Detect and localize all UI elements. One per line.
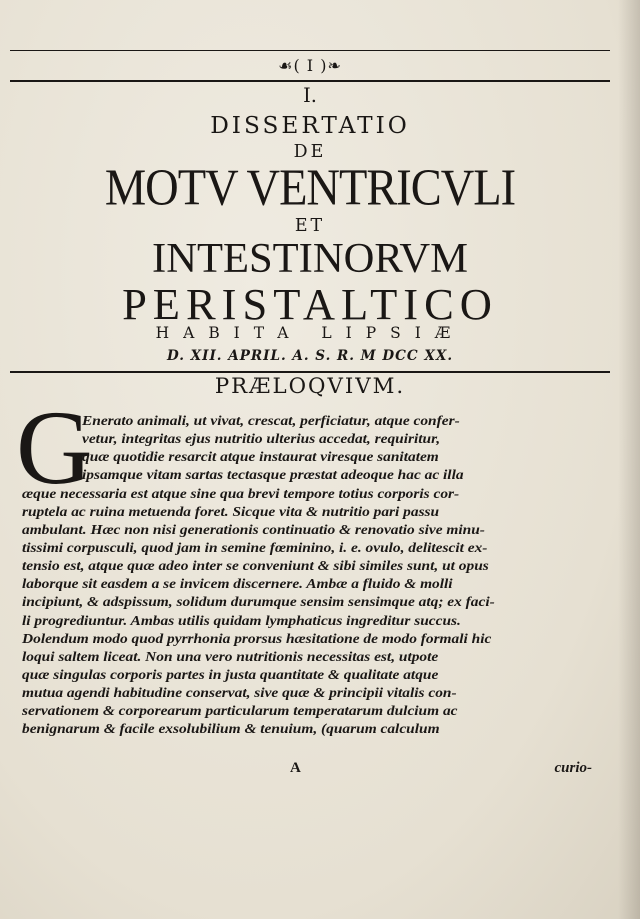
text-line: servationem & corporearum particularum temperatarum dulcium ac <box>22 703 458 719</box>
page-number-header: ☙( I )❧ <box>278 56 342 75</box>
text-line: laborque sit easdem a se invicem discernere. Ambæ a fluido & molli <box>22 576 453 592</box>
text-line: vetur, integritas ejus nutritio ulterius accedat, requiritur, <box>82 431 441 447</box>
text-line: ruptela ac ruina metuenda foret. Sicque vita & nutritio pari passu <box>22 503 440 519</box>
text-line: Dolendum modo quod pyrrhonia prorsus hæsitatione de modo formali hic <box>22 630 492 646</box>
text-line: benignarum & facile exsolubilium & tenuium, (quarum calculum <box>22 721 440 737</box>
text-line: Enerato animali, ut vivat, crescat, perficiatur, atque confer- <box>82 413 460 428</box>
text-line: tissimi corpusculi, quod jam in semine fœminino, i. e. ovulo, delitescit ex- <box>22 539 488 555</box>
title-peristaltico: PERISTALTICO <box>122 279 498 329</box>
text-line: quæ singulas corporis partes in justa quantitate & qualitate atque <box>22 666 439 682</box>
text-line: tensio est, atque quæ adeo inter se conveniunt & sibi similes sunt, ut opus <box>22 558 489 574</box>
title-dissertatio: DISSERTATIO <box>210 112 410 139</box>
page-footer <box>0 760 620 780</box>
title-motu-ventriculi: MOTV VENTRICVLI <box>104 159 516 218</box>
dissertation-number: I. <box>303 84 317 107</box>
text-line: ambulant. Hæc non nisi generationis continuatio & renovatio sive minu- <box>22 521 485 537</box>
section-heading: PRÆLOQVIVM. <box>214 374 406 399</box>
drop-cap: G <box>16 389 93 506</box>
catchword: curio- <box>554 760 592 776</box>
top-rule <box>10 50 610 51</box>
title-habita-lipsiae: HABITA LIPSIÆ <box>155 324 465 342</box>
text-line: æque necessaria est atque sine qua brevi tempore totius corporis cor- <box>22 485 460 501</box>
text-line: mutua agendi habitudine conservat, sive quæ & principii vitalis con- <box>22 685 457 701</box>
text-line: quæ quotidie resarcit atque instaurat viresque sanitatem <box>82 449 439 465</box>
title-intestinorum: INTESTINORVM <box>152 235 468 282</box>
title-et: ET <box>294 216 326 236</box>
header-rule <box>10 80 610 82</box>
signature-mark: A <box>290 760 301 776</box>
text-line: incipiunt, & adspissum, solidum durumque sensim sensimque atq; ex faci- <box>22 594 495 610</box>
body-text <box>22 412 610 739</box>
title-date: D. XII. APRIL. A. S. R. M DCC XX. <box>166 348 454 364</box>
title-de: DE <box>293 142 327 162</box>
text-line: li progrediuntur. Ambas utilis quidam lymphaticus ingreditur succus. <box>22 612 461 628</box>
text-line: loqui saltem liceat. Non una vero nutritionis necessitas est, utpote <box>22 648 439 664</box>
text-line: ipsamque vitam sartas tectasque præstat adeoque hac ac illa <box>82 467 464 483</box>
section-rule <box>10 371 610 373</box>
